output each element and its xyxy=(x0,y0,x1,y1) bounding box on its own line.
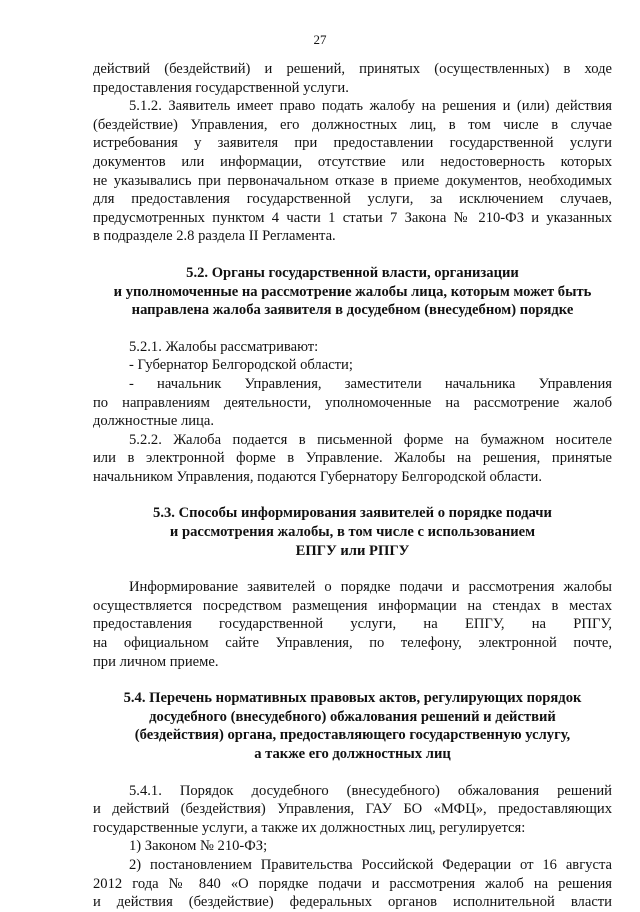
text-line: при личном приеме. xyxy=(93,653,219,670)
text-line: - Губернатор Белгородской области; xyxy=(129,357,353,374)
list-item-law-210 xyxy=(93,837,612,856)
text-line: начальником Управления, подаются Губернатору Белгородской области. xyxy=(93,468,542,485)
text-line: 2) постановлением Правительства Российской Федерации от 16 августа xyxy=(129,856,612,873)
text-line: предоставления государственной услуги. xyxy=(93,79,349,96)
text-line: 5.2.1. Жалобы рассматривают: xyxy=(129,338,319,355)
paragraph-5-1-2 xyxy=(93,97,612,246)
page-number: 27 xyxy=(313,32,327,47)
text-line: 1) Законом № 210-ФЗ; xyxy=(129,838,268,855)
list-item-resolution-840 xyxy=(93,856,612,912)
document-body xyxy=(93,60,612,912)
text-line: или в электронной форме в Управление. Жалобы на решения, принятые xyxy=(93,450,612,467)
paragraph-5-4-1 xyxy=(93,782,612,838)
paragraph-continuation xyxy=(93,60,612,97)
section-heading-5-3: 5.3. Способы информирования заявителей о порядке подачи и рассмотрения жалобы, в том числе с использованием ЕПГУ или РПГУ xyxy=(153,505,552,559)
text-line: в подразделе 2.8 раздела II Регламента. xyxy=(93,228,336,245)
text-line: и действий (бездействия) Управления, ГАУ БО «МФЦ», предоставляющих xyxy=(93,801,612,818)
text-line: 5.1.2. Заявитель имеет право подать жалобу на решения и (или) действия xyxy=(129,98,612,115)
text-line: и действия (бездействие) федеральных органов исполнительной власти xyxy=(93,894,612,911)
text-line: предусмотренных пунктом 4 части 1 статьи 7 Закона № 210-ФЗ и указанных xyxy=(93,209,612,226)
text-line: (бездействие) Управления, его должностных лиц, в том числе в случае xyxy=(93,116,612,133)
text-line: должностные лица. xyxy=(93,413,214,430)
text-line: истребования у заявителя при предоставлении государственной услуги xyxy=(93,135,612,152)
section-heading-5-4: 5.4. Перечень нормативных правовых актов, регулирующих порядок досудебного (внесудебного) обжалования решений и действий (бездействия) органа, предоставляющего государственную услугу, а также его должностных лиц xyxy=(123,690,582,762)
text-line: предоставления государственной услуги, на ЕПГУ, на РПГУ, xyxy=(93,616,612,633)
text-line: 5.4.1. Порядок досудебного (внесудебного) обжалования решений xyxy=(129,782,612,799)
text-line: для предоставления государственной услуги, за исключением случаев, xyxy=(93,191,612,208)
section-heading-5-2: 5.2. Органы государственной власти, организации и уполномоченные на рассмотрение жалобы лица, которым может быть направлена жалоба заявителя в досудебном (внесудебном) порядке xyxy=(113,264,592,319)
paragraph-5-2-2 xyxy=(93,431,612,487)
paragraph-5-2-1 xyxy=(93,338,612,357)
text-line: Информирование заявителей о порядке подачи и рассмотрения жалобы xyxy=(129,579,612,596)
list-item-governor xyxy=(93,356,612,375)
text-line: 2012 года № 840 «О порядке подачи и рассмотрения жалоб на решения xyxy=(93,875,612,892)
text-line: на официальном сайте Управления, по телефону, электронной почте, xyxy=(93,635,612,652)
text-line: документов или информации, отсутствие или недостоверность которых xyxy=(93,153,612,170)
text-line: государственные услуги, а также их должностных лиц, регулируется: xyxy=(93,819,526,836)
text-line: осуществляется посредством размещения информации на стендах в местах xyxy=(93,597,612,614)
text-line: 5.2.2. Жалоба подается в письменной форме на бумажном носителе xyxy=(129,431,612,448)
text-line: по направлениям деятельности, уполномоченные на рассмотрение жалоб xyxy=(93,394,612,411)
text-line: не указывались при первоначальном отказе в приеме документов, необходимых xyxy=(93,172,612,189)
text-line: действий (бездействий) и решений, принятых (осуществленных) в ходе xyxy=(93,61,612,77)
paragraph-informing xyxy=(93,578,612,671)
list-item-head xyxy=(93,375,612,431)
text-line: - начальник Управления, заместители начальника Управления xyxy=(129,375,612,392)
